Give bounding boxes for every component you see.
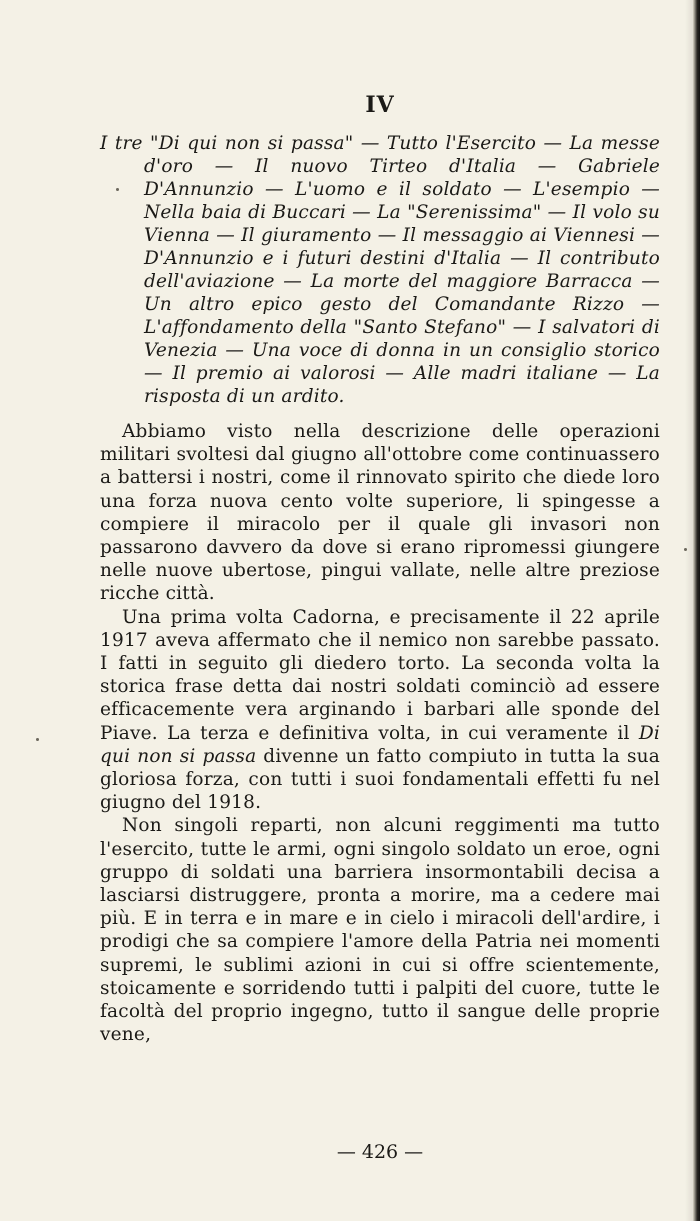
paragraph-2-text-b: divenne un fatto compiuto in tutta la sua gloriosa forza, con tutti i suoi fondamentali effetti fu nel giugno del 1918.	[100, 745, 660, 814]
paragraph-1: Abbiamo visto nella descrizione delle operazioni militari svoltesi dal giugno all'ottobre come continuassero a battersi i nostri, come il rinnovato spirito che diede loro una forza nuova cento volte superiore, li spingesse a compiere il miracolo per il quale gli invasori non passarono davvero da dove si erano ripromessi giungere nelle nuove ubertose, pingui vallate, nelle altre preziose ricche città.	[100, 421, 660, 605]
book-edge	[693, 0, 700, 1221]
paper-speck	[684, 548, 687, 551]
paragraph-2-italic-phrase: Di qui non si passa	[100, 722, 660, 767]
chapter-number: IV	[365, 92, 395, 118]
page-body	[100, 92, 660, 1046]
page-number: — 426 —	[336, 1141, 424, 1163]
paragraph-2-text-a: Una prima volta Cadorna, e precisamente il 22 aprile 1917 aveva affermato che il nemico non sarebbe passato. I fatti in seguito gli diedero torto. La seconda volta la storica frase detta dai nostri soldati cominciò ad essere efficacemente vera arginando i barbari alle sponde del Piave. La terza e definitiva volta, in cui veramente il	[100, 606, 660, 744]
page-edge-shadow	[685, 0, 693, 1221]
paragraph-3: Non singoli reparti, non alcuni reggimenti ma tutto l'esercito, tutte le armi, ogni singolo soldato un eroe, ogni gruppo di soldati una barriera insormontabili decisa a lasciarsi distruggere, pronta a morire, ma a cedere mai più. E in terra e in mare e in cielo i miracoli dell'ardire, i prodigi che sa compiere l'amore della Patria nei momenti supremi, le sublimi azioni in cui si offre scientemente, stoicamente e sorridendo tutti i palpiti del cuore, tutte le facoltà del proprio ingegno, tutto il sangue delle proprie vene,	[100, 815, 660, 1046]
paragraph-2	[100, 606, 660, 815]
paper-speck	[36, 738, 39, 741]
chapter-summary: I tre "Di qui non si passa" — Tutto l'Esercito — La messe d'oro — Il nuovo Tirteo d'Italia — Gabriele D'Annunzio — L'uomo e il soldato — L'esempio — Nella baia di Buccari — La "Serenissima" — Il volo su Vienna — Il giuramento — Il messaggio ai Viennesi — D'Annunzio e i futuri destini d'Italia — Il contributo dell'aviazione — La morte del maggiore Barracca — Un altro epico gesto del Comandante Rizzo — L'affondamento della "Santo Stefano" — I salvatori di Venezia — Una voce di donna in un consiglio storico — Il premio ai valorosi — Alle madri italiane — La risposta di un ardito.	[100, 133, 660, 407]
